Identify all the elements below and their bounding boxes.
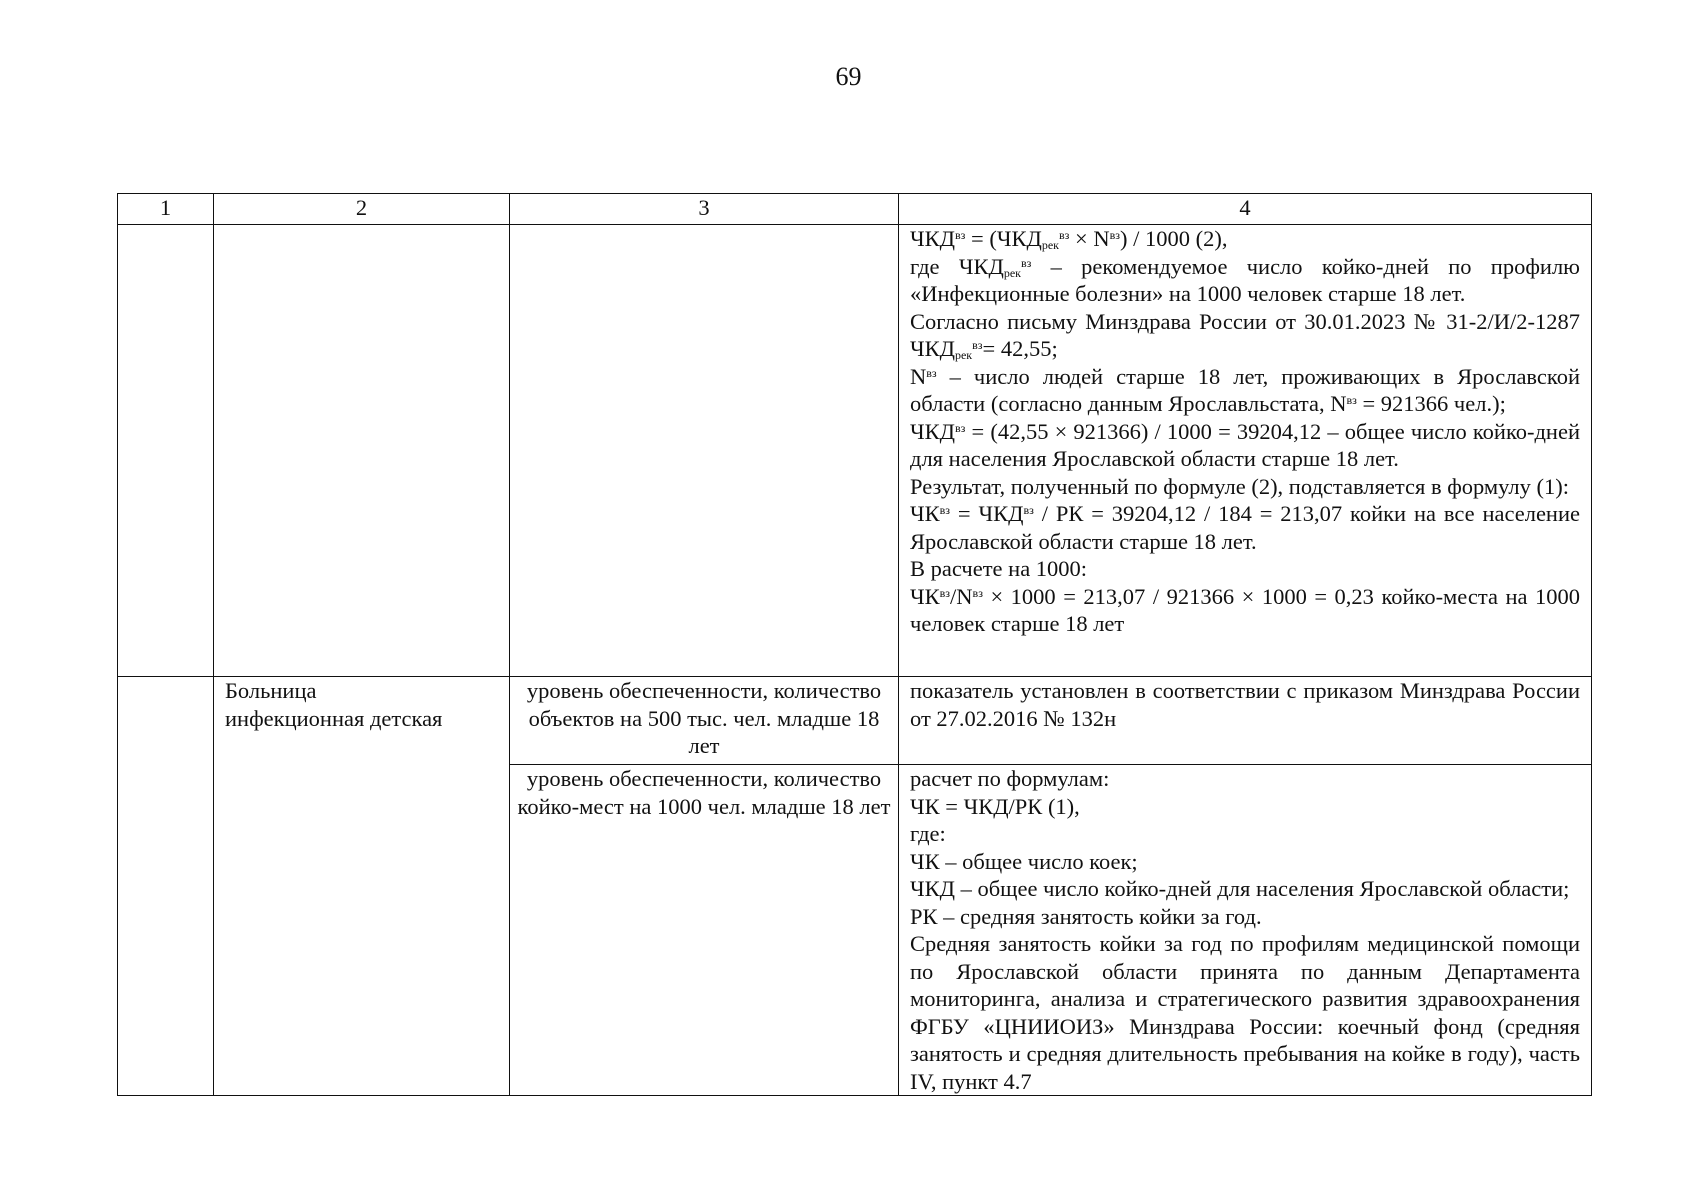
paragraph: показатель установлен в соответствии с приказом Минздрава России от 27.02.2016 № 132н bbox=[910, 678, 1580, 731]
paragraph: ЧКД – общее число койко-дней для населения Ярославской области; bbox=[910, 876, 1570, 901]
cell-empty bbox=[118, 225, 214, 677]
header-col-3: 3 bbox=[510, 194, 899, 225]
paragraph: $ЧКД^{вз} = (42,55 \times 921366) / 1000 = 39204,12$ – общее число койко-дней для населения Ярославской области старше 18 лет. bbox=[910, 418, 1580, 471]
paragraph: Согласно письму Минздрава России от 30.01.2023 № 31-2/И/2-1287 $ЧКД_{рек}^{вз}= 42,55$; bbox=[910, 308, 1580, 362]
indicator-table bbox=[117, 193, 1592, 1096]
paragraph: где: bbox=[910, 821, 946, 846]
method-cell bbox=[899, 225, 1592, 677]
paragraph: где $ЧКД_{рек}^{вз}$ – рекомендуемое число койко-дней по профилю «Инфекционные болезни» на 1000 человек старше 18 лет. bbox=[910, 253, 1580, 306]
header-col-2: 2 bbox=[214, 194, 510, 225]
indicator-cell: уровень обеспеченности, количество койко-мест на 1000 чел. младше 18 лет bbox=[510, 765, 899, 1096]
cell-empty bbox=[118, 677, 214, 1096]
formula-1: ЧК = ЧКД/РК (1), bbox=[910, 793, 1080, 819]
facility-name: Больница инфекционная детская bbox=[214, 677, 510, 1096]
paragraph: Результат, полученный по формуле (2), подставляется в формулу (1): bbox=[910, 473, 1570, 499]
formula-2: $ЧКД^{вз} = (ЧКД_{рек}^{вз} \times N^{вз}) / 1000$ (2), bbox=[910, 226, 1228, 252]
table-header-row bbox=[118, 194, 1592, 225]
paragraph: расчет по формулам: bbox=[910, 766, 1110, 791]
paragraph: В расчете на 1000: bbox=[910, 556, 1088, 581]
cell-empty bbox=[510, 225, 899, 677]
cell-empty bbox=[214, 225, 510, 677]
method-cell bbox=[899, 677, 1592, 765]
table-row bbox=[118, 225, 1592, 677]
indicator-cell: уровень обеспеченности, количество объектов на 500 тыс. чел. младше 18 лет bbox=[510, 677, 899, 765]
paragraph: ЧК – общее число коек; bbox=[910, 848, 1138, 874]
paragraph: $N^{вз}$ – число людей старше 18 лет, проживающих в Ярославской области (согласно данным Ярославльстата, $N^{вз} = 921366$ чел.); bbox=[910, 363, 1580, 416]
paragraph: РК – средняя занятость койки за год. bbox=[910, 903, 1262, 929]
method-cell bbox=[899, 765, 1592, 1096]
table-row bbox=[118, 677, 1592, 765]
page-number: 69 bbox=[835, 62, 862, 91]
header-col-4: 4 bbox=[899, 194, 1592, 225]
paragraph: Средняя занятость койки за год по профилям медицинской помощи по Ярославской области принята по данным Департамента мониторинга, анализа и стратегического развития здравоохранения ФГБУ «ЦНИИОИЗ» Минздрава России: коечный фонд (средняя занятость и средняя длительность пребывания на койке в году), часть IV, пункт 4.7 bbox=[910, 931, 1580, 1094]
paragraph: $ЧК^{вз} = ЧКД^{вз}$ / РК = 39204,12 / 184 = 213,07 койки на все население Ярославской области старше 18 лет. bbox=[910, 501, 1581, 554]
paragraph: $ЧК^{вз}/N^{вз} \times 1000 = 213,07 / 921366 \times 1000 = 0,23$ койко-места на 1000 человек старше 18 лет bbox=[910, 583, 1580, 636]
header-col-1: 1 bbox=[118, 194, 214, 225]
